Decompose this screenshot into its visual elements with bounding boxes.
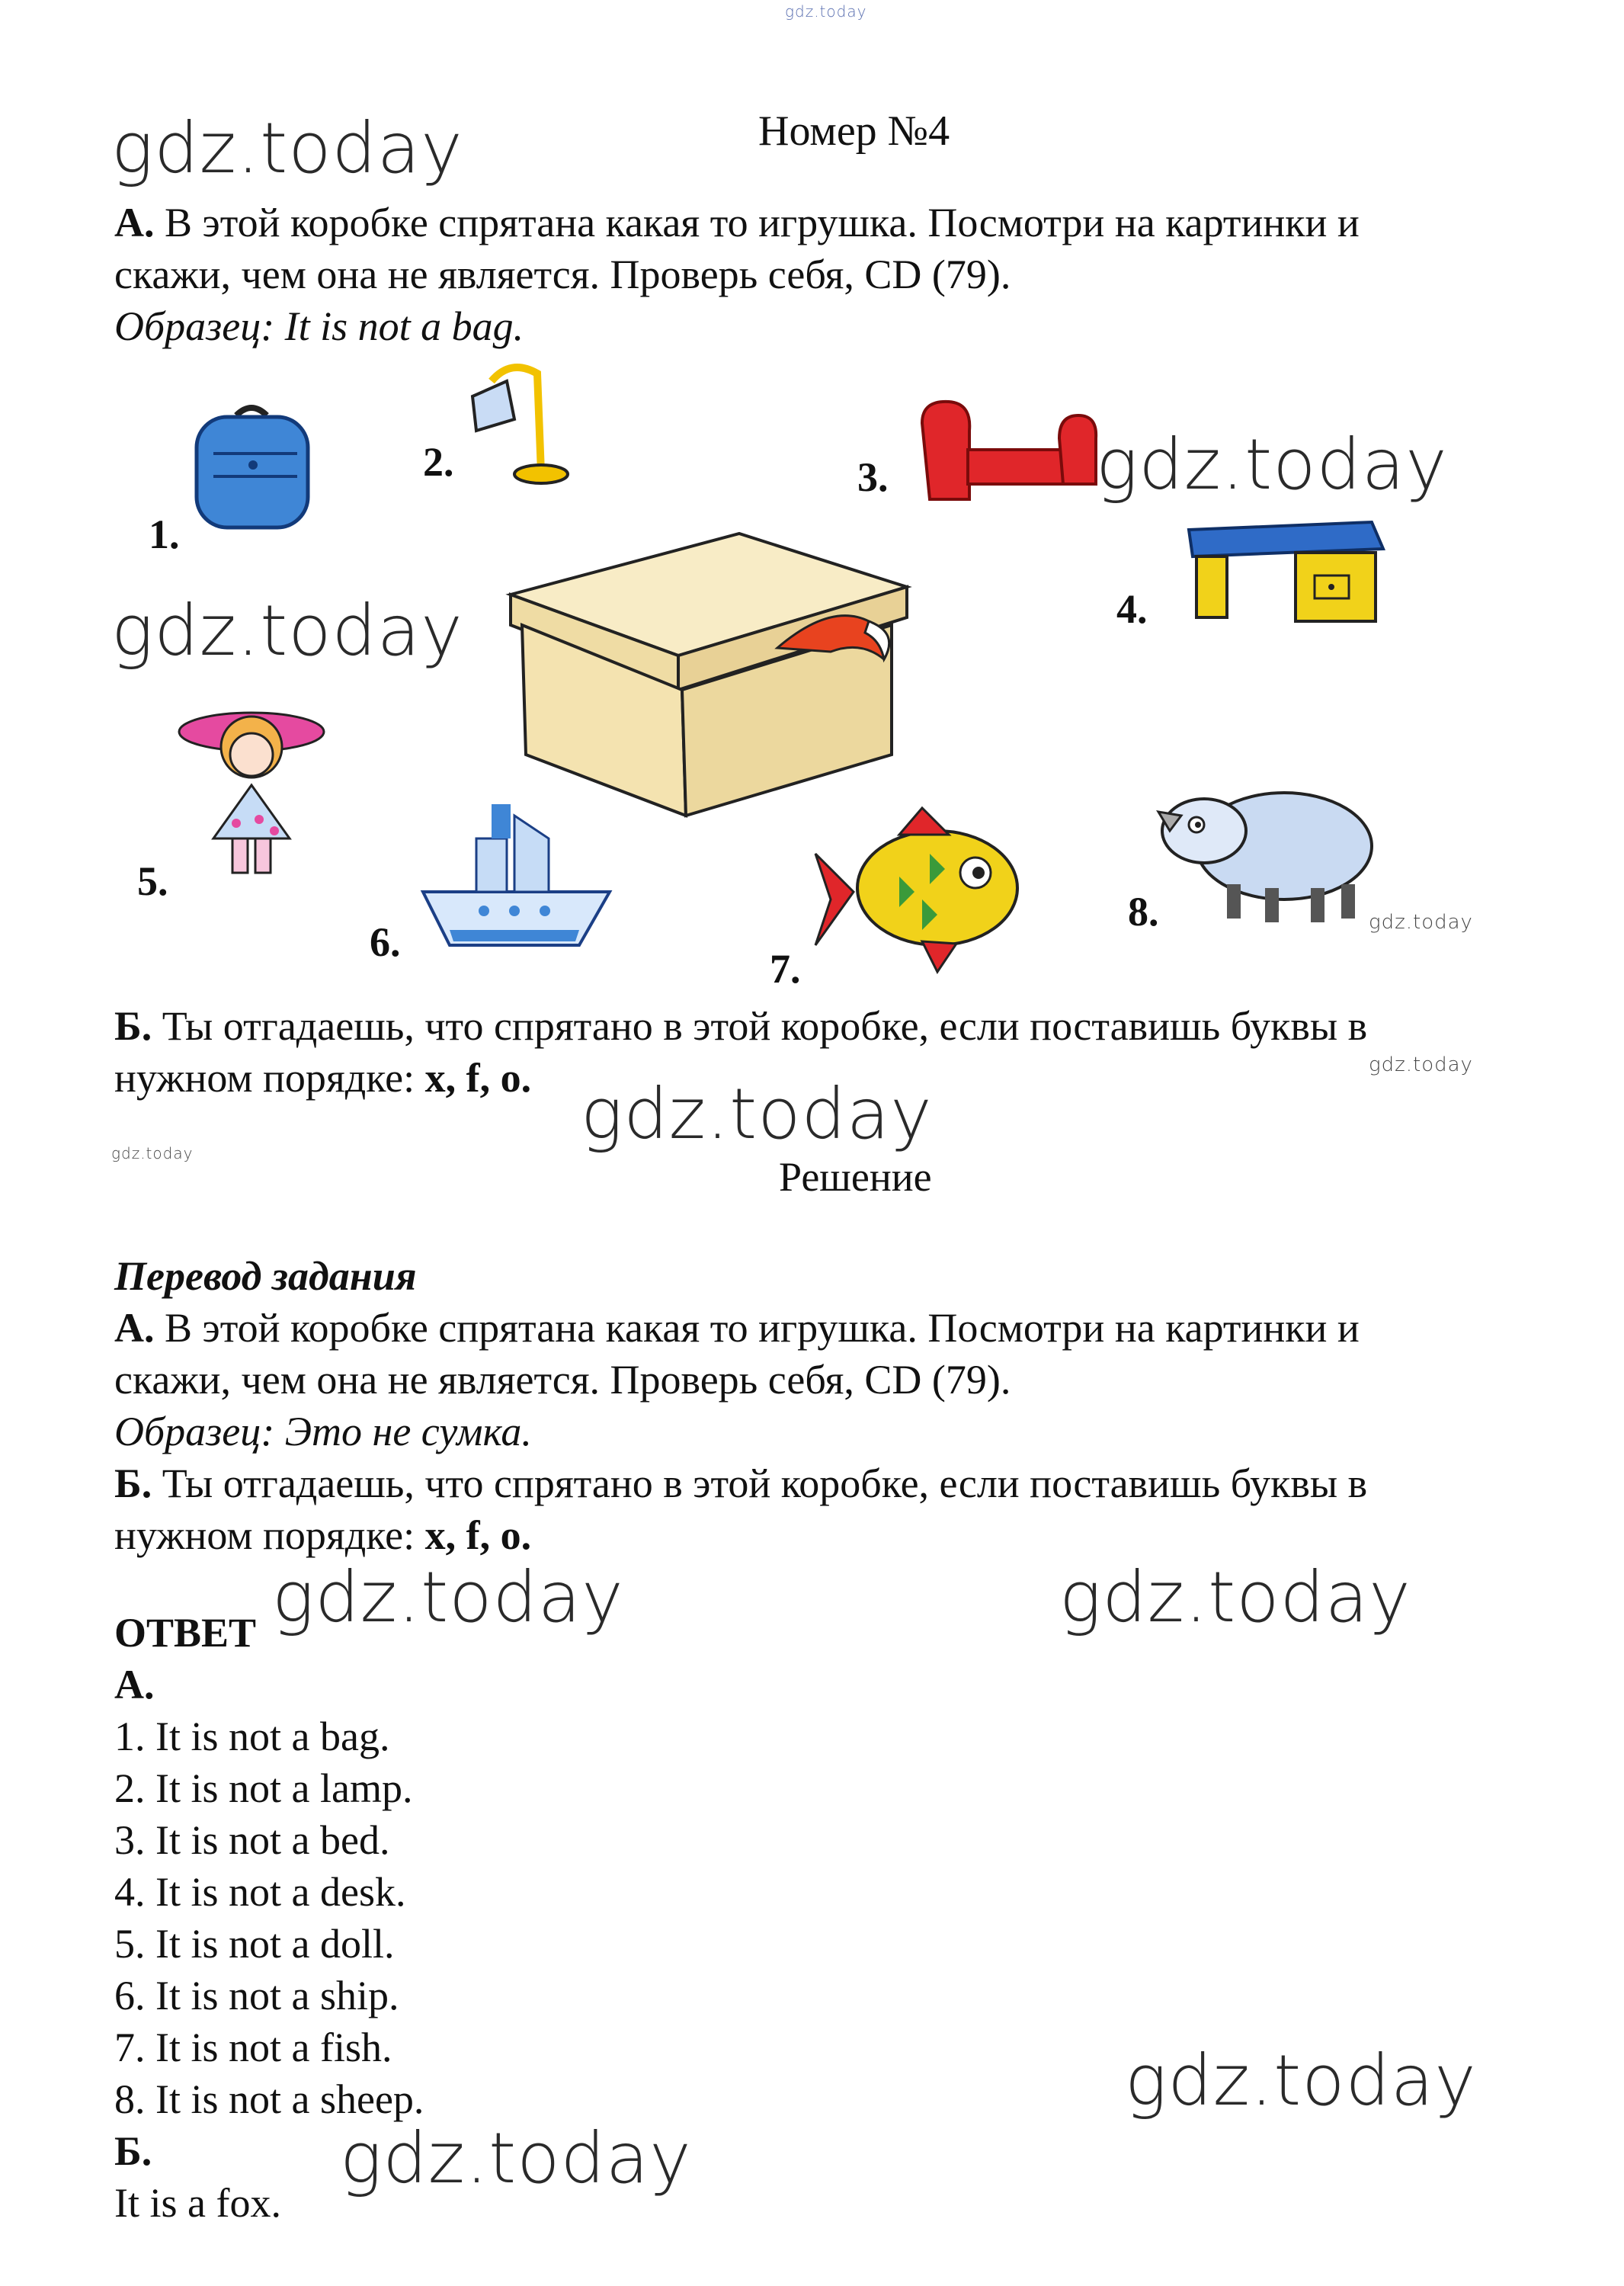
watermark: gdz.today bbox=[1369, 1053, 1473, 1076]
translation-a-text: В этой коробке спрятана какая то игрушка. Посмотри на картинки и bbox=[165, 1305, 1360, 1351]
label-3: 3. bbox=[857, 454, 889, 500]
label-7: 7. bbox=[770, 946, 801, 992]
translation-b-letters: x, f, o. bbox=[424, 1512, 532, 1558]
lamp-icon bbox=[465, 358, 579, 488]
fish-icon bbox=[808, 800, 1036, 983]
watermark-top: gdz.today bbox=[785, 2, 867, 21]
label-8: 8. bbox=[1128, 889, 1159, 935]
watermark: gdz.today bbox=[1369, 911, 1473, 934]
task-b-line2 bbox=[114, 1052, 531, 1104]
translation-a-line2: скажи, чем она не является. Проверь себя, CD (79). bbox=[114, 1357, 1011, 1403]
bed-icon bbox=[915, 393, 1105, 507]
task-a-text: В этой коробке спрятана какая то игрушка. Посмотри на картинки и bbox=[165, 200, 1360, 245]
label-1: 1. bbox=[149, 511, 180, 557]
translation-a-line1 bbox=[114, 1302, 1360, 1354]
answer-b-text: It is a fox. bbox=[114, 2180, 281, 2226]
answer-line: 6. It is not a ship. bbox=[114, 1973, 399, 2018]
label-5: 5. bbox=[137, 858, 168, 904]
task-b-label: Б. bbox=[114, 1003, 152, 1049]
task-a-line2: скажи, чем она не является. Проверь себя, CD (79). bbox=[114, 252, 1011, 297]
watermark: gdz.today bbox=[272, 1557, 624, 1638]
translation-a-label: А. bbox=[114, 1305, 155, 1351]
answer-line: 8. It is not a sheep. bbox=[114, 2076, 424, 2122]
task-b-text2: нужном порядке: bbox=[114, 1055, 415, 1101]
translation-b-label: Б. bbox=[114, 1460, 152, 1506]
watermark: gdz.today bbox=[1059, 1557, 1411, 1638]
desk-icon bbox=[1174, 515, 1395, 636]
label-4: 4. bbox=[1116, 586, 1148, 632]
watermark: gdz.today bbox=[111, 1144, 194, 1162]
watermark: gdz.today bbox=[111, 107, 463, 189]
doll-icon bbox=[160, 686, 343, 884]
translation-b-text: Ты отгадаешь, что спрятано в этой коробке, если поставишь буквы в bbox=[162, 1460, 1368, 1506]
watermark: gdz.today bbox=[340, 2118, 692, 2199]
sheep-icon bbox=[1143, 777, 1387, 930]
ship-icon bbox=[415, 793, 621, 960]
task-b-line1 bbox=[114, 1000, 1367, 1052]
translation-b-text2: нужном порядке: bbox=[114, 1512, 415, 1558]
task-b-letters: x, f, o. bbox=[424, 1055, 532, 1101]
task-b-text: Ты отгадаешь, что спрятано в этой коробке, если поставишь буквы в bbox=[162, 1003, 1368, 1049]
answer-line: 4. It is not a desk. bbox=[114, 1869, 406, 1915]
watermark: gdz.today bbox=[581, 1073, 933, 1155]
answer-line: 3. It is not a bed. bbox=[114, 1817, 390, 1863]
answer-a-label: А. bbox=[114, 1662, 155, 1707]
bag-icon bbox=[183, 400, 320, 534]
answer-line: 7. It is not a fish. bbox=[114, 2025, 392, 2070]
answer-b-label: Б. bbox=[114, 2128, 152, 2174]
answer-title: ОТВЕТ bbox=[114, 1610, 257, 1656]
task-a-label: А. bbox=[114, 200, 155, 245]
translation-sample: Образец: Это не сумка. bbox=[114, 1409, 532, 1454]
watermark: gdz.today bbox=[111, 590, 463, 672]
task-sample: Образец: It is not a bag. bbox=[114, 303, 524, 349]
page-title: Номер №4 bbox=[758, 107, 950, 155]
label-2: 2. bbox=[423, 439, 454, 485]
watermark: gdz.today bbox=[1096, 424, 1448, 505]
box-icon bbox=[503, 526, 930, 831]
translation-b-line2 bbox=[114, 1509, 531, 1561]
answer-line: 1. It is not a bag. bbox=[114, 1714, 390, 1759]
answer-line: 2. It is not a lamp. bbox=[114, 1765, 413, 1811]
label-6: 6. bbox=[370, 919, 401, 965]
solution-heading: Решение bbox=[779, 1154, 932, 1200]
answer-line: 5. It is not a doll. bbox=[114, 1921, 395, 1967]
watermark: gdz.today bbox=[1125, 2040, 1477, 2121]
translation-b-line1 bbox=[114, 1457, 1367, 1509]
translation-title: Перевод задания bbox=[114, 1253, 417, 1299]
task-a-line1 bbox=[114, 197, 1360, 248]
